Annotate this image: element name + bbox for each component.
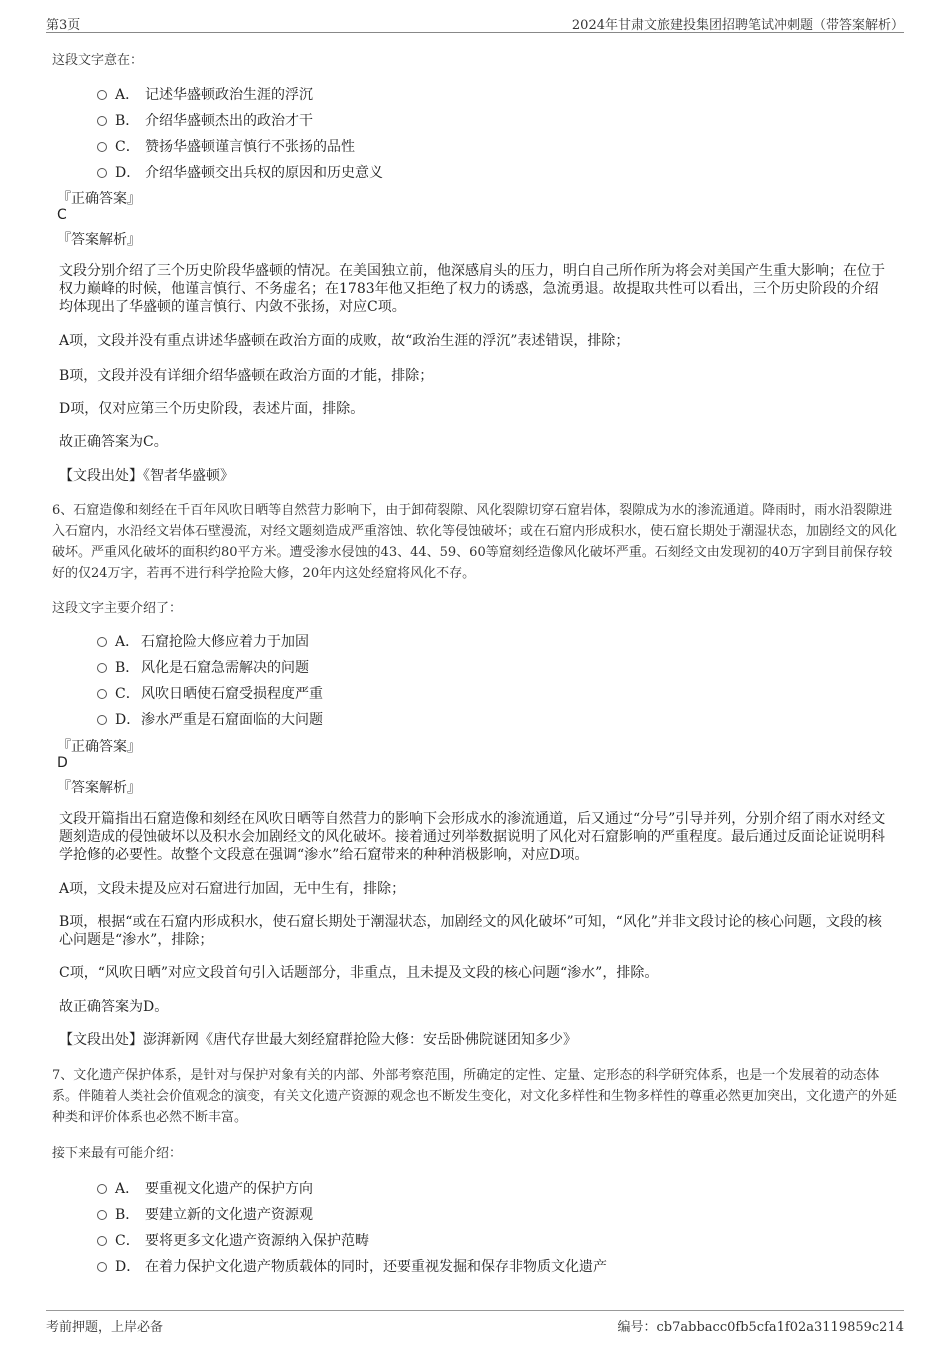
q7-option-d[interactable] <box>97 1256 877 1276</box>
radio-button[interactable] <box>97 1184 107 1194</box>
q6-stem: 6、石窟造像和刻经在千百年风吹日晒等自然营力影响下，由于卸荷裂隙、风化裂隙切穿石窟岩体，裂隙成为水的渗流通道。降雨时，雨水沿裂隙进入石窟内，水沿经文岩体石壁漫流，对经文题刻造成严重溶蚀、软化等侵蚀破坏；或在石窟内形成积水，使石窟长期处于潮湿状态，加剧经文的风化破坏。严重风化破坏的面积约80平方米。遭受渗水侵蚀的43、44、59、60等窟刻经造像风化破坏严重。石刻经文由发现初的40万字到目前保存较好的仅24万字，若再不进行科学抢险大修，20年内这处经窟将风化不存。 <box>52 503 898 581</box>
option-text: 赞扬华盛顿谨言慎行不张扬的品性 <box>145 139 355 155</box>
q5-option-d[interactable] <box>97 162 797 182</box>
q5-analysis-label: 『答案解析』 <box>57 232 141 248</box>
q6-analysis-p5: 故正确答案为D。 <box>59 999 169 1015</box>
q5-intro: 这段文字意在： <box>52 53 144 68</box>
radio-button[interactable] <box>97 1236 107 1246</box>
option-letter: C． <box>115 1233 140 1249</box>
option-text: 记述华盛顿政治生涯的浮沉 <box>145 87 313 103</box>
q5-analysis-p1: 文段分别介绍了三个历史阶段华盛顿的情况。在美国独立前，他深感肩头的压力，明白自己所作所为将会对美国产生重大影响；在位于权力巅峰的时候，他谨言慎行、不务虚名；在1783年他又拒绝了权力的诱惑，急流勇退。故提取共性可以看出，三个历史阶段的介绍均体现出了华盛顿的谨言慎行、内敛不张扬，对应C项。 <box>59 263 885 315</box>
option-text: 在着力保护文化遗产物质载体的同时，还要重视发掘和保存非物质文化遗产 <box>145 1259 607 1275</box>
option-text: 要将更多文化遗产资源纳入保护范畴 <box>145 1233 369 1249</box>
option-text: 介绍华盛顿交出兵权的原因和历史意义 <box>145 165 383 181</box>
option-letter: B． <box>115 1207 140 1223</box>
q6-source: 【文段出处】澎湃新网《唐代存世最大刻经窟群抢险大修：安岳卧佛院谜团知多少》 <box>59 1032 577 1048</box>
option-letter: A． <box>115 87 140 103</box>
document-code: 编号：cb7abbacc0fb5cfa1f02a3119859c214 <box>617 1320 904 1335</box>
radio-button[interactable] <box>97 1262 107 1272</box>
q6-option-a[interactable] <box>97 631 797 651</box>
q6-analysis-label: 『答案解析』 <box>57 780 141 796</box>
q7-intro: 接下来最有可能介绍： <box>52 1146 183 1161</box>
q7-option-a[interactable] <box>97 1178 877 1198</box>
q6-option-c[interactable] <box>97 683 797 703</box>
option-letter: B． <box>115 660 140 676</box>
q6-answer: D <box>57 755 68 771</box>
option-letter: B． <box>115 113 140 129</box>
q6-analysis-p4: C项，“风吹日晒”对应文段首句引入话题部分，非重点，且未提及文段的核心问题“渗水”，排除。 <box>59 965 659 981</box>
q5-option-a[interactable] <box>97 84 797 104</box>
q5-answer-label: 『正确答案』 <box>57 191 141 207</box>
q7-option-c[interactable] <box>97 1230 877 1250</box>
q5-analysis-p4: D项，仅对应第三个历史阶段，表述片面，排除。 <box>59 401 365 417</box>
q7-option-b[interactable] <box>97 1204 877 1224</box>
radio-button[interactable] <box>97 715 107 725</box>
option-text: 石窟抢险大修应着力于加固 <box>141 634 309 650</box>
q5-option-c[interactable] <box>97 136 797 156</box>
page-footer <box>46 1310 904 1337</box>
page-number: 第3页 <box>46 18 81 33</box>
option-letter: D． <box>115 165 141 181</box>
option-letter: C． <box>115 139 140 155</box>
radio-button[interactable] <box>97 116 107 126</box>
radio-button[interactable] <box>97 168 107 178</box>
q7-stem: 7、文化遗产保护体系，是针对与保护对象有关的内部、外部考察范围，所确定的定性、定量、定形态的科学研究体系，也是一个发展着的动态体系。伴随着人类社会价值观念的演变，有关文化遗产资源的观念也不断发生变化，对文化多样性和生物多样性的尊重必然更加突出，文化遗产的外延种类和评价体系也必然不断丰富。 <box>52 1068 898 1125</box>
q6-option-d[interactable] <box>97 709 797 729</box>
option-text: 要重视文化遗产的保护方向 <box>145 1181 313 1197</box>
option-letter: D． <box>115 712 141 728</box>
option-text: 风化是石窟急需解决的问题 <box>141 660 309 676</box>
radio-button[interactable] <box>97 1210 107 1220</box>
radio-button[interactable] <box>97 90 107 100</box>
q5-analysis-p5: 故正确答案为C。 <box>59 434 168 450</box>
radio-button[interactable] <box>97 637 107 647</box>
page-header <box>46 8 904 33</box>
q5-analysis-p3: B项，文段并没有详细介绍华盛顿在政治方面的才能，排除； <box>59 368 434 384</box>
q5-analysis-p2: A项，文段并没有重点讲述华盛顿在政治方面的成败，故“政治生涯的浮沉”表述错误，排除； <box>59 333 630 349</box>
option-letter: A． <box>115 1181 140 1197</box>
q6-analysis-p1: 文段开篇指出石窟造像和刻经在风吹日晒等自然营力的影响下会形成水的渗流通道，后又通过“分号”引导并列，分别介绍了雨水对经文题刻造成的侵蚀破坏以及积水会加剧经文的风化破坏。接着通过列举数据说明了风化对石窟影响的严重程度。最后通过反面论证说明科学抢修的必要性。故整个文段意在强调“渗水”给石窟带来的种种消极影响，对应D项。 <box>59 811 886 863</box>
document-title: 2024年甘肃文旅建投集团招聘笔试冲刺题（带答案解析） <box>571 18 904 33</box>
footer-slogan: 考前押题，上岸必备 <box>46 1320 164 1335</box>
option-letter: C． <box>115 686 140 702</box>
q5-source: 【文段出处】《智者华盛顿》 <box>59 468 234 484</box>
q6-analysis-p3: B项，根据“或在石窟内形成积水，使石窟长期处于潮湿状态，加剧经文的风化破坏”可知，“风化”并非文段讨论的核心问题，文段的核心问题是“渗水”，排除； <box>59 914 882 948</box>
radio-button[interactable] <box>97 663 107 673</box>
q6-intro: 这段文字主要介绍了： <box>52 601 183 616</box>
option-letter: A． <box>115 634 140 650</box>
option-text: 要建立新的文化遗产资源观 <box>145 1207 313 1223</box>
q5-answer: C <box>57 207 67 223</box>
q6-analysis-p2: A项，文段未提及应对石窟进行加固，无中生有，排除； <box>59 881 406 897</box>
radio-button[interactable] <box>97 689 107 699</box>
option-text: 渗水严重是石窟面临的大问题 <box>141 712 323 728</box>
q5-option-b[interactable] <box>97 110 797 130</box>
option-text: 介绍华盛顿杰出的政治才干 <box>145 113 313 129</box>
q6-option-b[interactable] <box>97 657 797 677</box>
radio-button[interactable] <box>97 142 107 152</box>
q6-answer-label: 『正确答案』 <box>57 739 141 755</box>
option-letter: D． <box>115 1259 141 1275</box>
option-text: 风吹日晒使石窟受损程度严重 <box>141 686 323 702</box>
